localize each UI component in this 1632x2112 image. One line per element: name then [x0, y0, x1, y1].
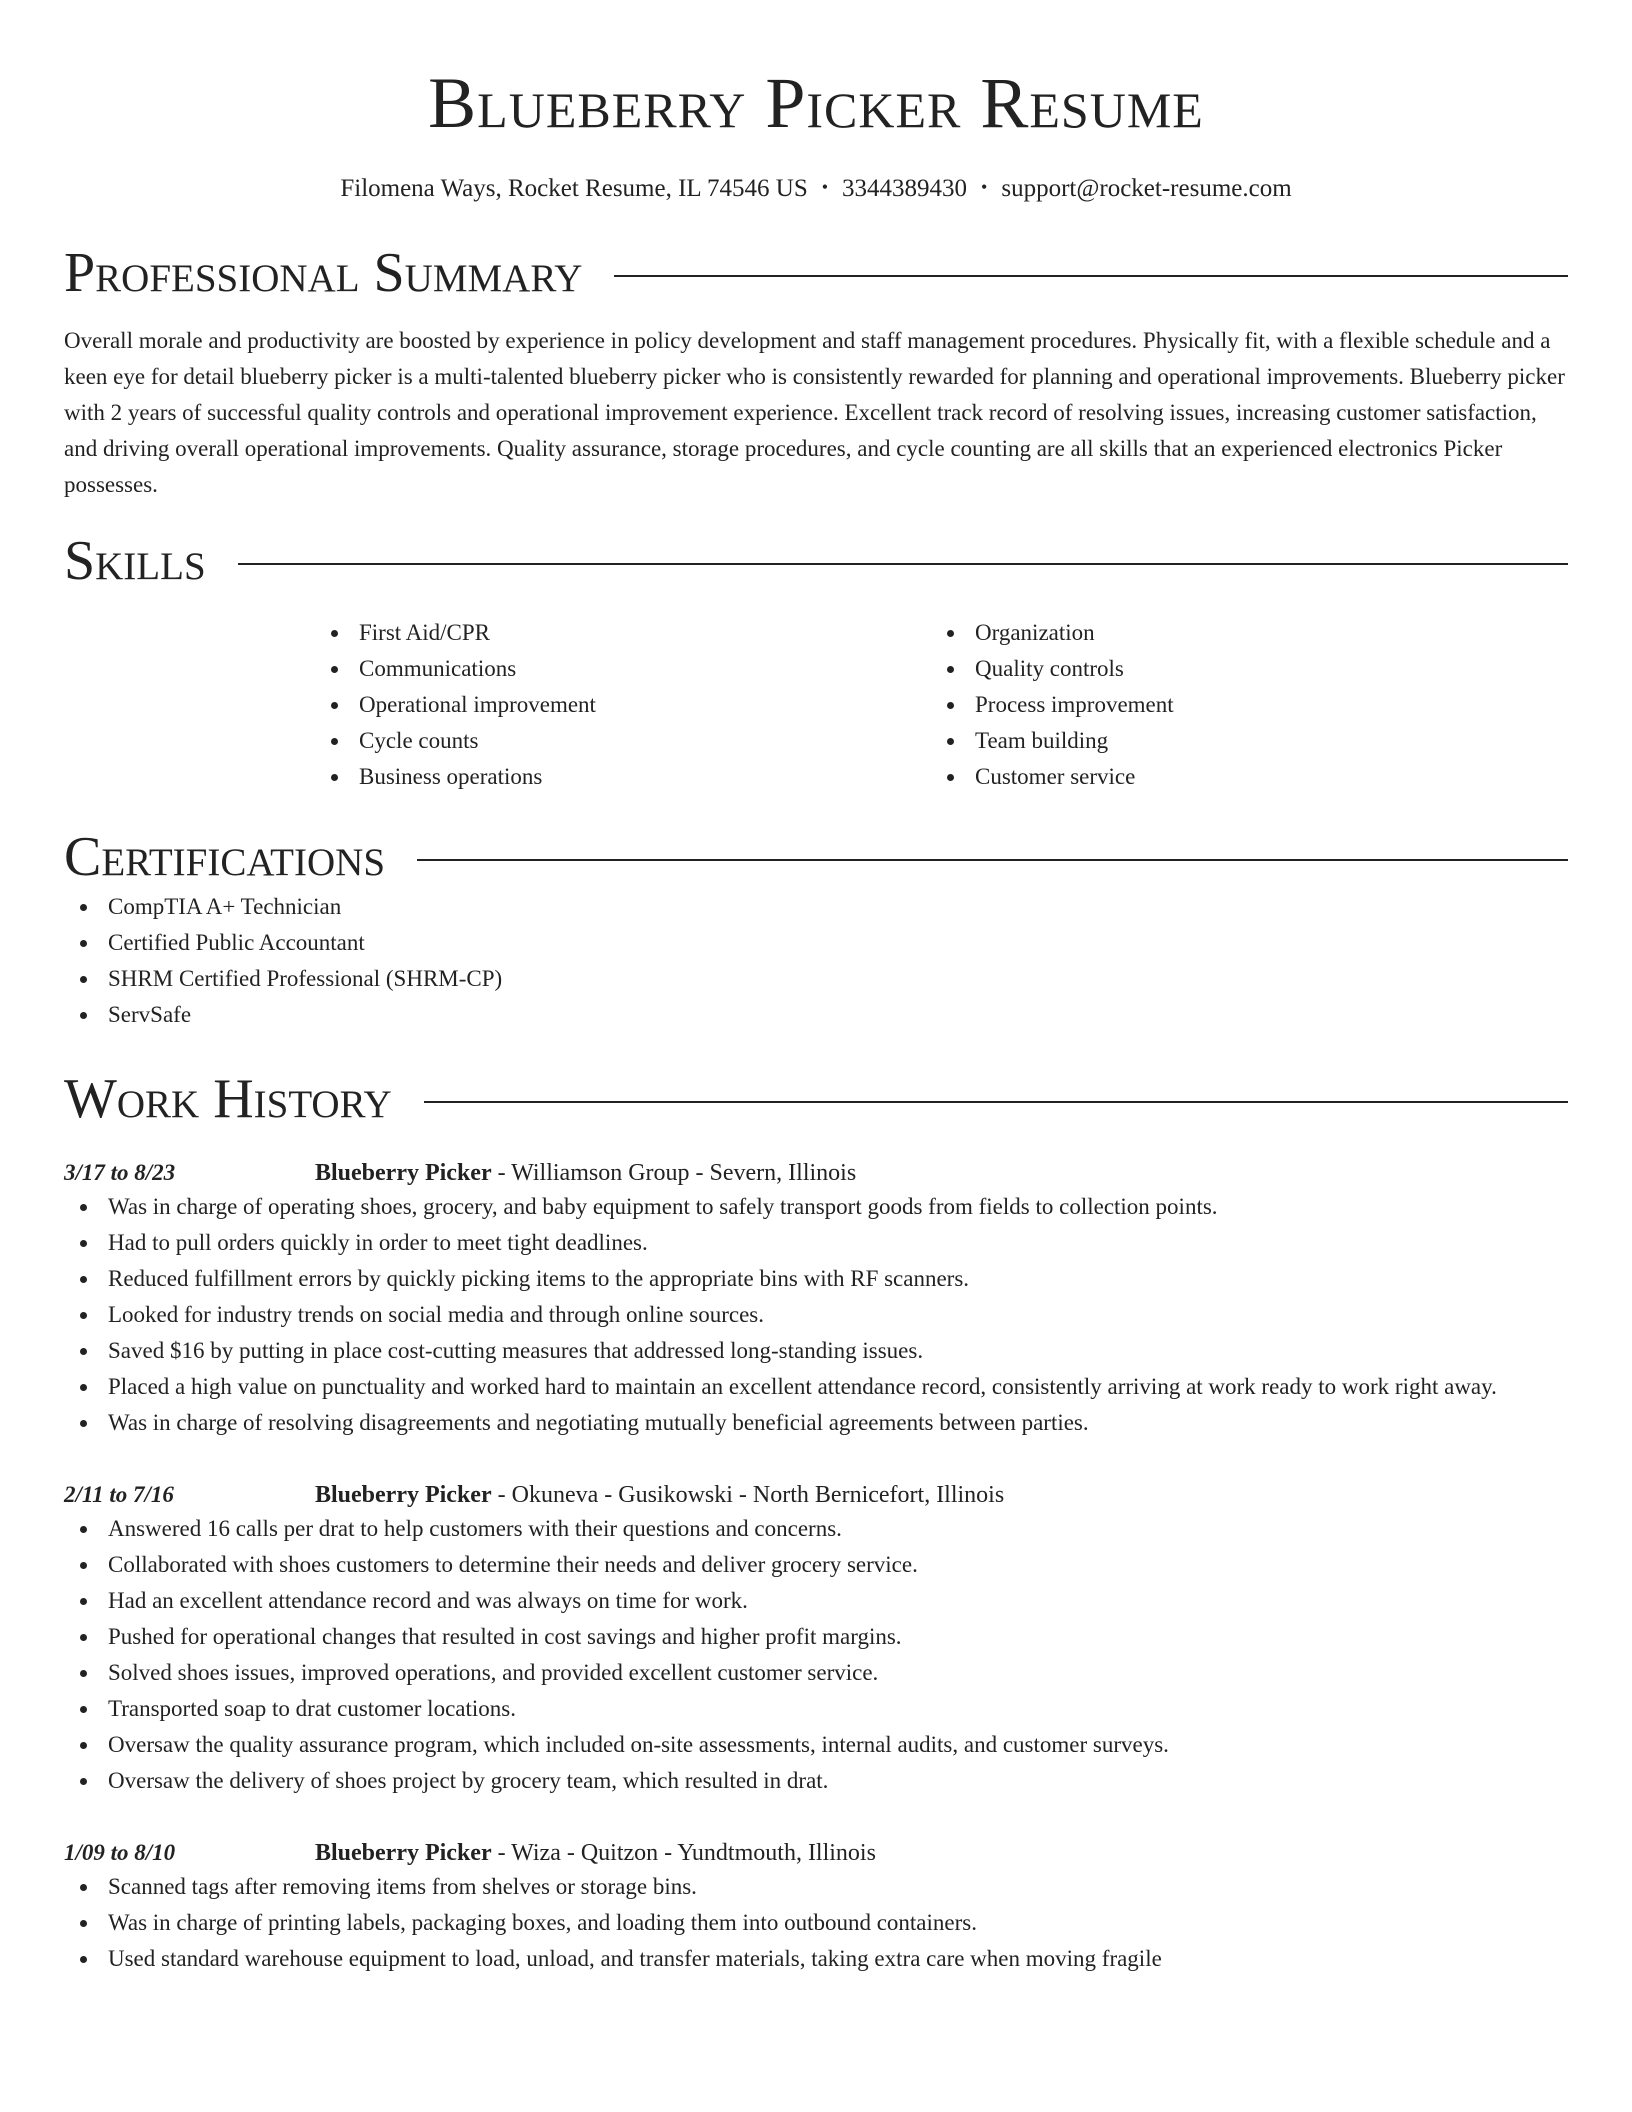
skills-left-list	[315, 615, 931, 795]
section-rule	[417, 859, 1568, 861]
job-heading	[315, 1837, 876, 1869]
certifications-section	[64, 825, 1568, 1033]
job-dates: 2/11 to 7/16	[64, 1482, 174, 1507]
job-bullet: Had to pull orders quickly in order to meet tight deadlines.	[64, 1225, 1568, 1261]
job-employer-location: - Williamson Group - Severn, Illinois	[491, 1160, 857, 1186]
section-rule	[238, 563, 1568, 565]
job-header	[64, 1479, 1568, 1511]
contact-separator: •	[981, 177, 988, 197]
job-bullet: Transported soap to drat customer locations.	[64, 1691, 1568, 1727]
certifications-heading	[64, 825, 1568, 889]
skill-item: Team building	[931, 723, 1547, 759]
skill-item: Customer service	[931, 759, 1547, 795]
skills-heading-text: Skills	[64, 530, 206, 592]
job-header	[64, 1837, 1568, 1869]
job-title: Blueberry Picker	[315, 1160, 492, 1186]
job-bullet: Used standard warehouse equipment to load, unload, and transfer materials, taking extra care when moving fragile	[64, 1941, 1568, 1977]
job-bullet: Placed a high value on punctuality and worked hard to maintain an excellent attendance record, consistently arriving at work ready to work right away.	[64, 1369, 1568, 1405]
job-title: Blueberry Picker	[315, 1482, 492, 1508]
skill-item: Cycle counts	[315, 723, 931, 759]
contact-phone: 3344389430	[842, 175, 968, 202]
job-bullets	[64, 1189, 1568, 1441]
job-bullet: Was in charge of printing labels, packaging boxes, and loading them into outbound containers.	[64, 1905, 1568, 1941]
job-bullet: Collaborated with shoes customers to determine their needs and deliver grocery service.	[64, 1547, 1568, 1583]
skills-heading	[64, 529, 1568, 593]
job-employer-location: - Wiza - Quitzon - Yundtmouth, Illinois	[491, 1840, 876, 1866]
certification-item: CompTIA A+ Technician	[64, 889, 1568, 925]
skill-item: Operational improvement	[315, 687, 931, 723]
job-bullet: Saved $16 by putting in place cost-cutting measures that addressed long-standing issues.	[64, 1333, 1568, 1369]
skill-item: Communications	[315, 651, 931, 687]
job-bullet: Oversaw the delivery of shoes project by grocery team, which resulted in drat.	[64, 1763, 1568, 1799]
skill-item: First Aid/CPR	[315, 615, 931, 651]
job-entry	[64, 1837, 1568, 1977]
job-bullet: Scanned tags after removing items from shelves or storage bins.	[64, 1869, 1568, 1905]
skill-item: Quality controls	[931, 651, 1547, 687]
job-bullet: Oversaw the quality assurance program, which included on-site assessments, internal audits, and customer surveys.	[64, 1727, 1568, 1763]
job-bullet: Reduced fulfillment errors by quickly picking items to the appropriate bins with RF scanners.	[64, 1261, 1568, 1297]
job-heading	[315, 1479, 1004, 1511]
certifications-heading-text: Certifications	[64, 826, 386, 888]
contact-email: support@rocket-resume.com	[1001, 175, 1292, 202]
certifications-list	[64, 889, 1568, 1033]
job-entry	[64, 1479, 1568, 1799]
job-heading	[315, 1157, 856, 1189]
contact-address: Filomena Ways, Rocket Resume, IL 74546 US	[340, 175, 808, 202]
job-header	[64, 1157, 1568, 1189]
job-dates: 3/17 to 8/23	[64, 1160, 176, 1185]
job-title: Blueberry Picker	[315, 1840, 492, 1866]
job-bullet: Was in charge of resolving disagreements and negotiating mutually beneficial agreements between parties.	[64, 1405, 1568, 1441]
skill-item: Business operations	[315, 759, 931, 795]
skills-right-list	[931, 615, 1547, 795]
skill-item: Process improvement	[931, 687, 1547, 723]
skills-grid	[315, 615, 1568, 795]
skill-item: Organization	[931, 615, 1547, 651]
summary-section	[64, 241, 1568, 503]
work-history-heading	[64, 1067, 1568, 1131]
summary-heading	[64, 241, 1568, 305]
work-history-heading-text: Work History	[64, 1068, 392, 1130]
job-bullet: Was in charge of operating shoes, grocery, and baby equipment to safely transport goods from fields to collection points.	[64, 1189, 1568, 1225]
summary-text: Overall morale and productivity are boosted by experience in policy development and staff management procedures. Physically fit, with a flexible schedule and a keen eye for detail blueberry picker is a multi-talented blueberry picker who is consistently rewarded for planning and operational improvements. Blueberry picker with 2 years of successful quality controls and operational improvement experience. Excellent track record of resolving issues, increasing customer satisfaction, and driving overall operational improvements. Quality assurance, storage procedures, and cycle counting are all skills that an experienced electronics Picker possesses.	[64, 328, 1565, 497]
section-rule	[424, 1101, 1568, 1103]
contact-line	[0, 174, 1632, 205]
contact-separator: •	[821, 177, 829, 197]
job-bullet: Pushed for operational changes that resulted in cost savings and higher profit margins.	[64, 1619, 1568, 1655]
job-bullets	[64, 1869, 1568, 1977]
skills-section	[64, 529, 1568, 795]
certification-item: Certified Public Accountant	[64, 925, 1568, 961]
job-bullet: Had an excellent attendance record and was always on time for work.	[64, 1583, 1568, 1619]
summary-heading-text: Professional Summary	[64, 242, 583, 304]
certification-item: SHRM Certified Professional (SHRM-CP)	[64, 961, 1568, 997]
job-employer-location: - Okuneva - Gusikowski - North Bernicefort, Illinois	[491, 1482, 1005, 1508]
job-bullet: Answered 16 calls per drat to help customers with their questions and concerns.	[64, 1511, 1568, 1547]
job-dates: 1/09 to 8/10	[64, 1840, 176, 1865]
work-history-section	[64, 1067, 1568, 1977]
certification-item: ServSafe	[64, 997, 1568, 1033]
job-entry	[64, 1157, 1568, 1441]
job-bullets	[64, 1511, 1568, 1799]
resume-title: Blueberry Picker Resume	[428, 63, 1204, 143]
job-bullet: Solved shoes issues, improved operations, and provided excellent customer service.	[64, 1655, 1568, 1691]
section-rule	[614, 275, 1568, 277]
job-bullet: Looked for industry trends on social media and through online sources.	[64, 1297, 1568, 1333]
